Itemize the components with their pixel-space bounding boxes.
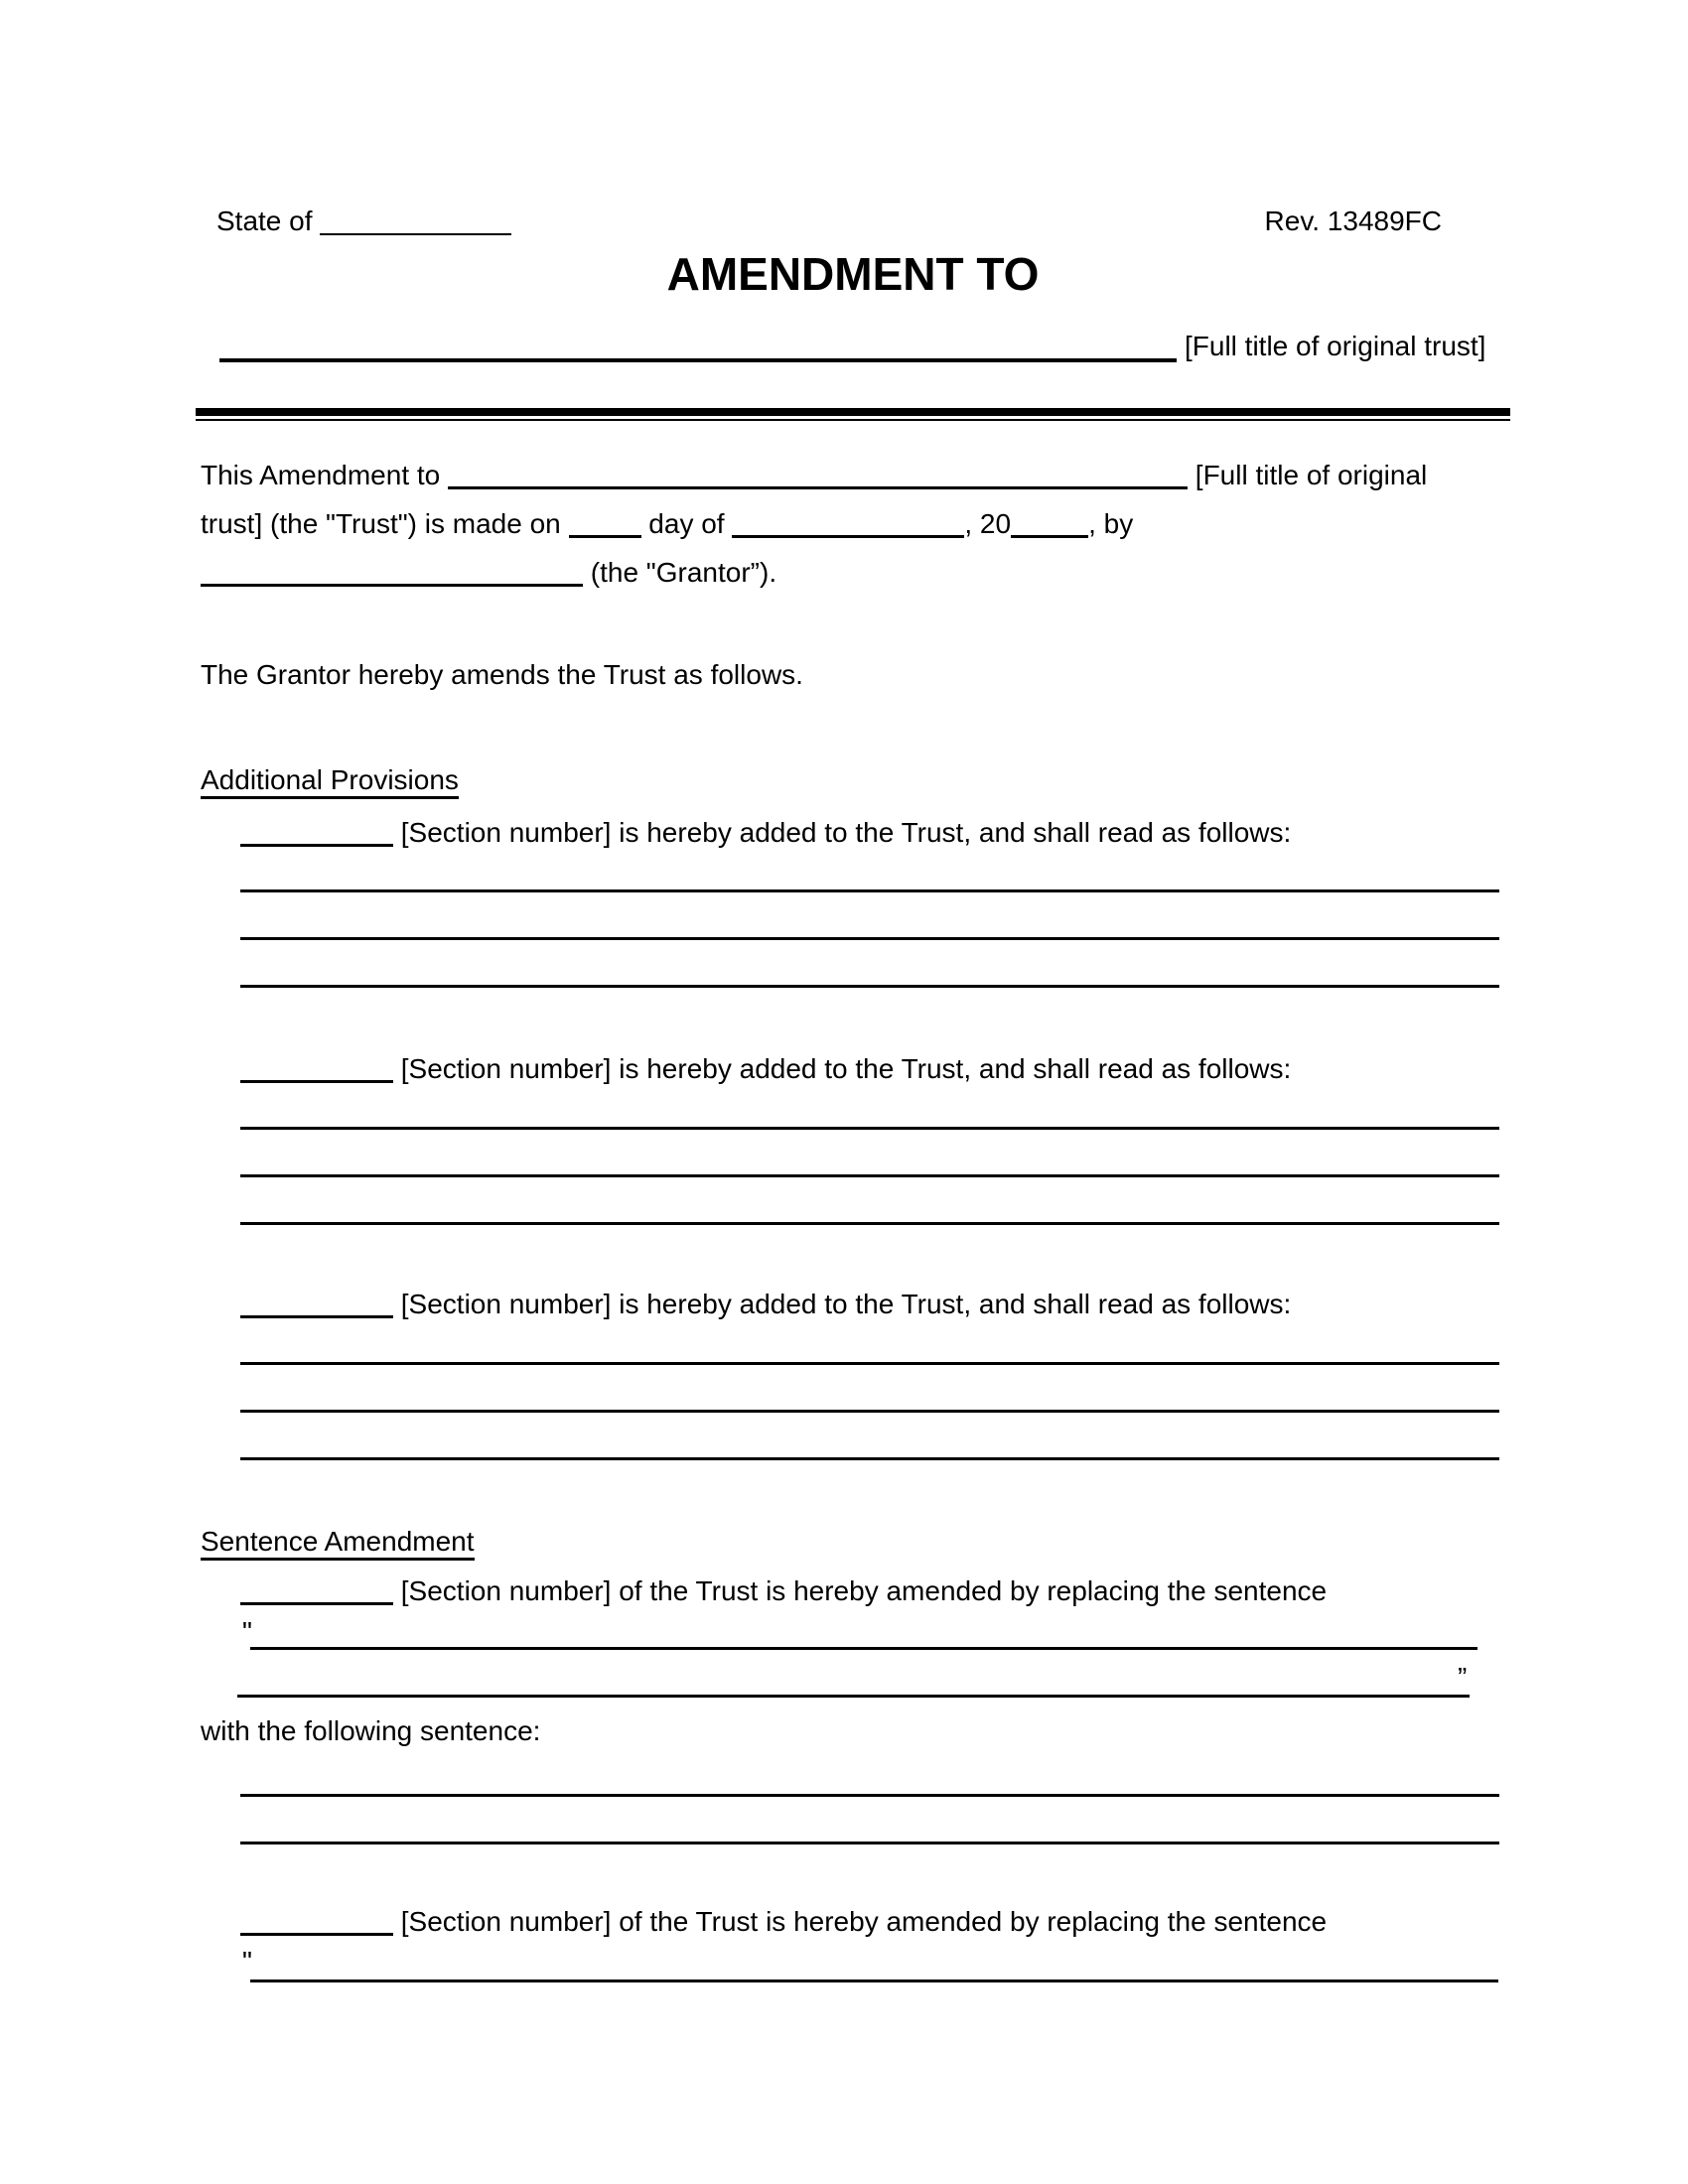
open-quote-mark: "	[242, 1616, 252, 1647]
provision-entry-1-header	[240, 816, 1291, 850]
provision-entry-text: [Section number] is hereby added to the Trust, and shall read as follows:	[400, 1289, 1292, 1319]
divider-thin-bar	[196, 419, 1510, 421]
divider-thick-bar	[196, 408, 1510, 416]
intro-line-1	[201, 459, 1427, 492]
intro-line-2	[201, 507, 1133, 541]
sentence-amendment-heading	[201, 1525, 475, 1559]
provision-entry-text: [Section number] is hereby added to the Trust, and shall read as follows:	[400, 817, 1292, 848]
state-fill-in-blank[interactable]	[320, 233, 511, 235]
intro-line1-text: This Amendment to	[201, 460, 441, 490]
sentence-entry-1-header	[240, 1574, 1327, 1608]
section-number-fill-in-blank[interactable]	[240, 1315, 393, 1318]
year-fill-in-blank[interactable]	[1011, 535, 1088, 538]
amends-statement: The Grantor hereby amends the Trust as follows.	[201, 659, 803, 690]
open-quote-mark: "	[242, 1946, 252, 1977]
section-number-fill-in-blank[interactable]	[240, 1602, 393, 1605]
section-number-fill-in-blank[interactable]	[240, 844, 393, 847]
writing-line[interactable]	[250, 1647, 1477, 1650]
provision-entry-3-header	[240, 1288, 1291, 1321]
writing-line[interactable]	[240, 1842, 1499, 1844]
writing-line[interactable]	[240, 1362, 1499, 1365]
state-of-label: State of	[216, 205, 313, 236]
intro-line2-text: trust] (the "Trust") is made on	[201, 508, 561, 539]
day-fill-in-blank[interactable]	[569, 535, 641, 538]
state-of-row	[216, 205, 511, 238]
provision-entry-2-header	[240, 1052, 1291, 1086]
intro-line2-dayof: day of	[648, 508, 725, 539]
writing-line[interactable]	[237, 1695, 1470, 1698]
provision-entry-text: [Section number] is hereby added to the Trust, and shall read as follows:	[400, 1053, 1292, 1084]
additional-provisions-heading	[201, 763, 459, 797]
sentence-amendment-heading-text: Sentence Amendment	[201, 1526, 475, 1561]
intro-line1-hint: [Full title of original	[1195, 460, 1428, 490]
header-divider	[196, 408, 1510, 421]
writing-line[interactable]	[240, 985, 1499, 988]
writing-line[interactable]	[240, 1174, 1499, 1177]
trust-name-fill-in-blank[interactable]	[448, 486, 1188, 489]
intro-line-3	[201, 556, 776, 590]
intro-line2-by: , by	[1088, 508, 1134, 539]
section-number-fill-in-blank[interactable]	[240, 1080, 393, 1083]
intro-line3-text: (the "Grantor”).	[590, 557, 777, 588]
additional-provisions-heading-text: Additional Provisions	[201, 764, 459, 799]
intro-line2-year: , 20	[964, 508, 1012, 539]
writing-line[interactable]	[250, 1979, 1498, 1982]
writing-line[interactable]	[240, 1410, 1499, 1413]
revision-number: Rev. 13489FC	[1264, 205, 1442, 236]
writing-line[interactable]	[240, 1794, 1499, 1797]
writing-line[interactable]	[240, 1127, 1499, 1130]
writing-line[interactable]	[240, 937, 1499, 940]
close-quote-mark: ”	[1458, 1662, 1468, 1693]
trust-title-hint: [Full title of original trust]	[1185, 331, 1486, 361]
grantor-name-fill-in-blank[interactable]	[201, 584, 583, 587]
sentence-entry-text: [Section number] of the Trust is hereby amended by replacing the sentence	[400, 1575, 1328, 1606]
sentence-entry-text: [Section number] of the Trust is hereby amended by replacing the sentence	[400, 1906, 1328, 1937]
writing-line[interactable]	[240, 1222, 1499, 1225]
writing-line[interactable]	[240, 1457, 1499, 1460]
writing-line[interactable]	[240, 889, 1499, 892]
with-following-sentence-label: with the following sentence:	[201, 1715, 541, 1746]
month-fill-in-blank[interactable]	[732, 535, 964, 538]
sentence-entry-2-header	[240, 1905, 1327, 1939]
trust-title-fill-in-blank[interactable]	[219, 358, 1177, 362]
page-title: AMENDMENT TO	[666, 248, 1040, 300]
section-number-fill-in-blank[interactable]	[240, 1933, 393, 1936]
